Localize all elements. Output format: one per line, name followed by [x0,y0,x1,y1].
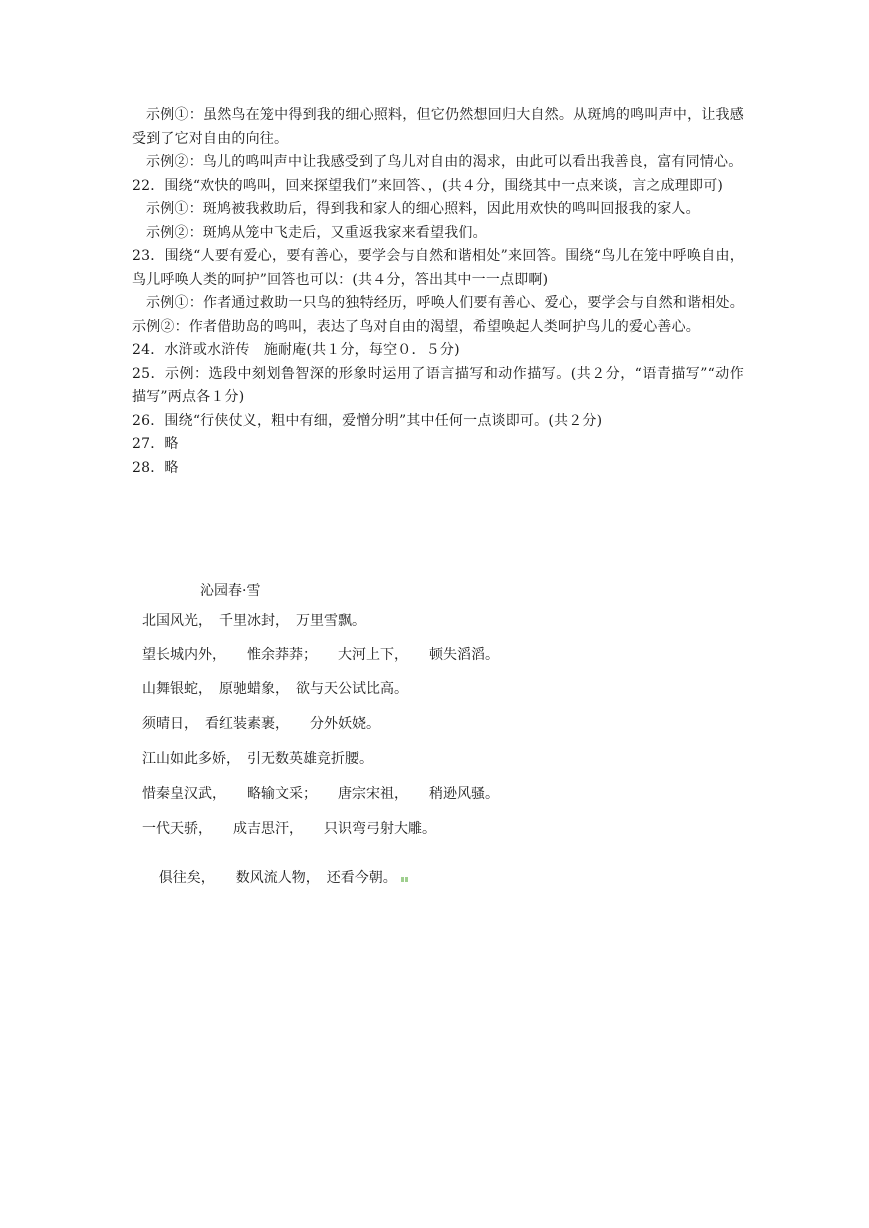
answer-paragraph: 示例②：斑鸠从笼中飞走后，又重返我家来看望我们。 [146,224,487,241]
answer-paragraph: 示例①：虽然鸟在笼中得到我的细心照料，但它仍然想回归大自然。从斑鸠的鸣叫声中，让我感受到了它对自由的向往。 [132,107,744,147]
answer-paragraph: 23．围绕“人要有爱心，要有善心，要学会与自然和谐相处”来回答。围绕“鸟儿在笼中呼唤自由，鸟儿呼唤人类的呵护”回答也可以：(共４分，答出其中一一点即啊) [132,248,744,288]
answer-paragraph: 示例①：斑鸠被我救助后，得到我和家人的细心照料，因此用欢快的鸣叫回报我的家人。 [146,201,700,217]
answer-paragraph: 22．围绕“欢快的鸣叫，回来探望我们”来回答、，(共４分，围绕其中一点来谈，言之成理即可) [132,177,724,194]
poem-title: 沁园春·雪 [200,583,261,599]
answer-paragraph: 示例②：鸟儿的鸣叫声中让我感受到了鸟儿对自由的渴求，由此可以看出我善良，富有同情心。 [146,154,743,170]
watermark-mark [401,870,409,875]
answer-paragraph: 25．示例：选段中刻划鲁智深的形象时运用了语言描写和动作描写。(共２分，“语青描写”“动作描写”两点各１分) [132,365,744,405]
poem-line: 一代天骄， 成吉思汗， 只识弯弓射大雕。 [142,821,436,837]
answer-paragraph: 示例①：作者通过救助一只鸟的独特经历，呼唤人们要有善心、爱心，要学会与自然和谐相处。示例②：作者借助岛的鸣叫，表达了鸟对自由的渴望，希望唤起人类呵护鸟儿的爱心善心。 [132,295,744,335]
poem-line: 望长城内外， 惟余莽莽； 大河上下， 顿失滔滔。 [142,647,499,663]
answer-paragraph: 24．水浒或水浒传 施耐庵(共１分，每空０．５分) [132,342,460,358]
poem-line: 北国风光， 千里冰封， 万里雪飘。 [142,613,366,629]
answer-paragraph: 28．略 [132,459,179,476]
poem-line: 江山如此多娇， 引无数英雄竞折腰。 [142,751,373,767]
poem-line: 须晴日， 看红装素裹， 分外妖娆。 [142,716,380,732]
poem-line-last [132,851,409,903]
answer-paragraph: 27．略 [132,436,179,452]
poem-line: 山舞银蛇， 原驰蜡象， 欲与天公试比高。 [142,681,408,697]
poem-line: 惜秦皇汉武， 略输文采； 唐宗宋祖， 稍逊风骚。 [142,786,499,802]
poem-line-text: 俱往矣， 数风流人物， 还看今朝。 [158,870,397,886]
answer-section [132,104,744,480]
answer-paragraph: 26．围绕“行侠仗义，粗中有细，爱憎分明”其中任何一点谈即可。(共２分) [132,412,603,429]
